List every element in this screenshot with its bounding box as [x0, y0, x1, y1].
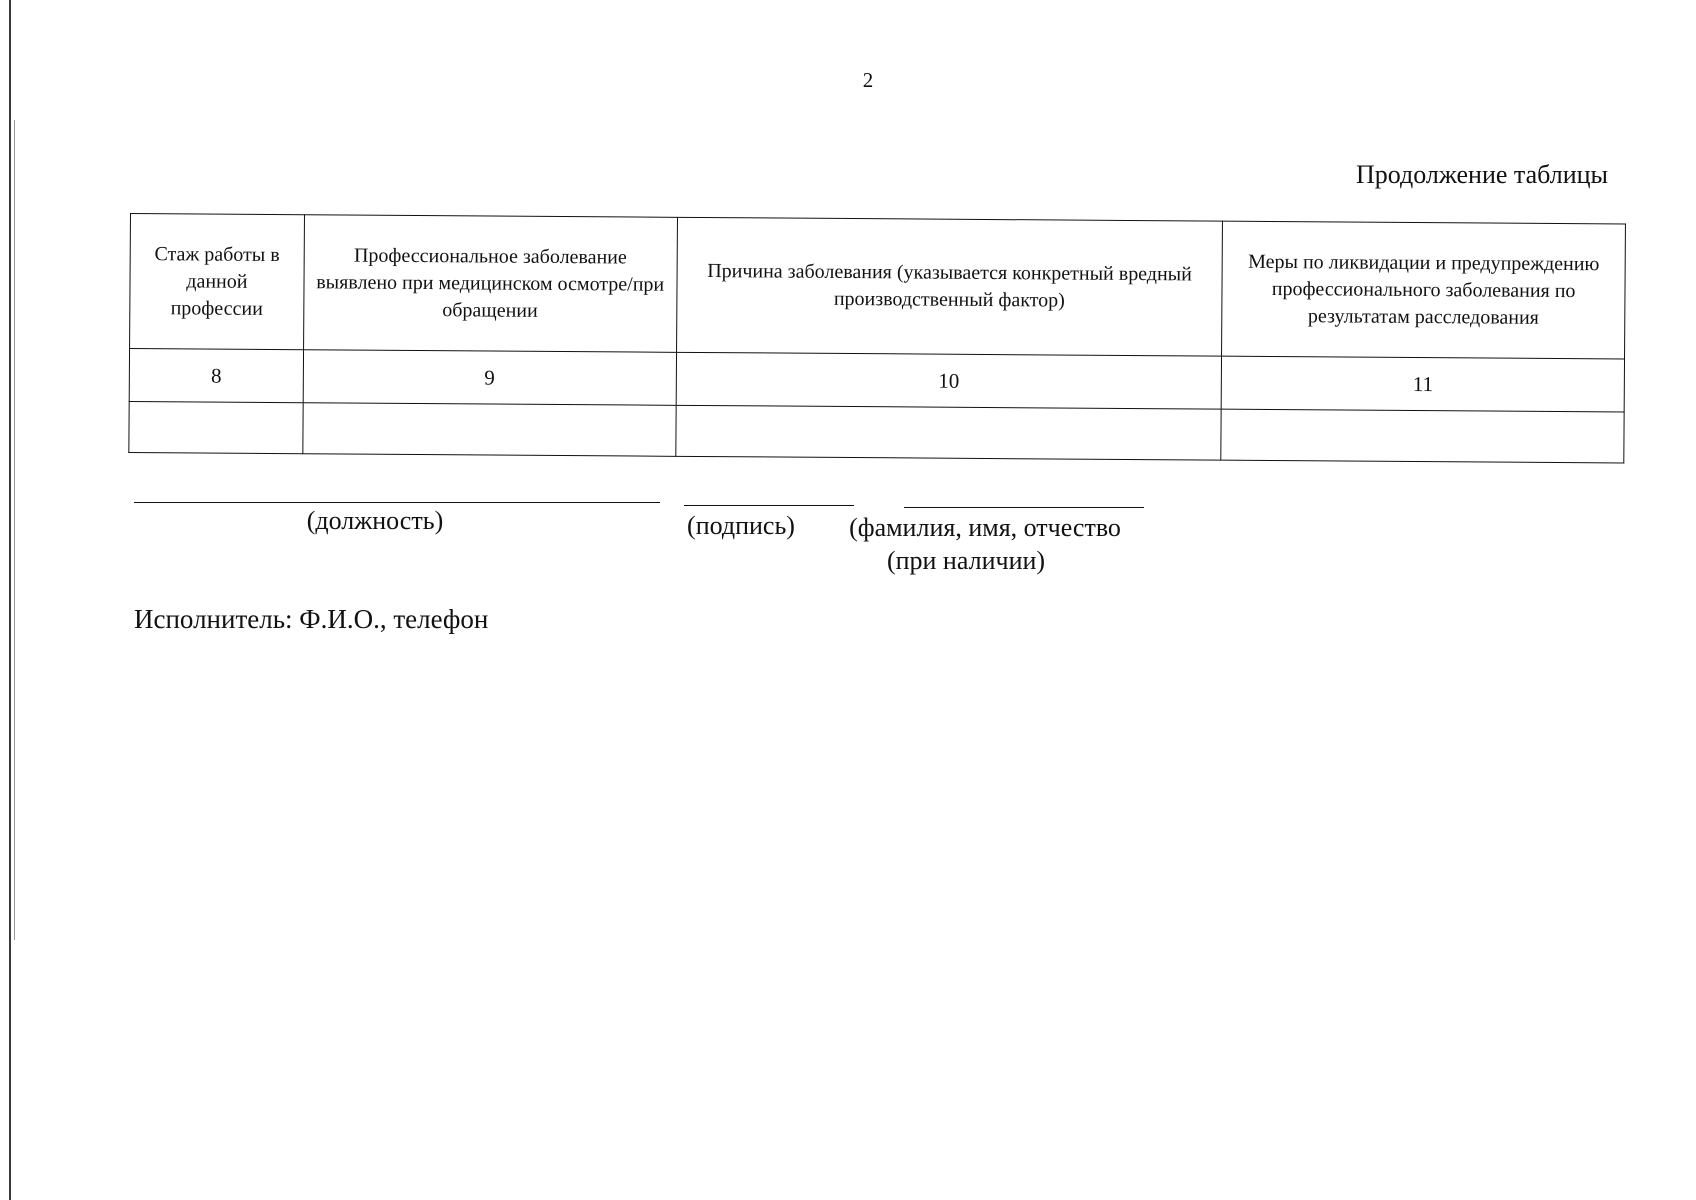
column-number: 8 [129, 349, 303, 403]
header-disease-cause: Причина заболевания (указывается конкретный вредный производственный фактор) [676, 217, 1223, 356]
column-number: 10 [676, 352, 1222, 409]
table-cell [675, 405, 1221, 460]
signature-label: (подпись) [687, 511, 795, 540]
header-disease-detection: Профессиональное заболевание выявлено при медицинском осмотре/при обращении [303, 215, 677, 353]
page-number: 2 [862, 68, 874, 92]
table-cell [1221, 409, 1624, 463]
column-number: 9 [303, 350, 676, 406]
table-cell [303, 403, 676, 457]
name-label-line2: (при наличии) [886, 546, 1046, 575]
executor-line: Исполнитель: Ф.И.О., телефон [134, 604, 489, 634]
position-label: (должность) [306, 506, 444, 535]
position-line [134, 502, 660, 503]
name-label-line1: (фамилия, имя, отчество [849, 513, 1121, 542]
table-cell [129, 401, 303, 453]
scan-edge [9, 0, 11, 1200]
table-header-row [130, 214, 1626, 359]
signature-line [684, 505, 854, 506]
header-work-experience: Стаж работы в данной профессии [130, 214, 305, 350]
column-number: 11 [1221, 356, 1624, 412]
investigation-table [128, 213, 1626, 463]
header-prevention-measures: Меры по ликвидации и предупреждению профессионального заболевания по результатам расследования [1222, 221, 1626, 359]
table-row [129, 401, 1624, 462]
name-line [904, 507, 1144, 508]
scan-edge-inner [14, 120, 15, 940]
table-continuation-label: Продолжение таблицы [1356, 160, 1608, 189]
